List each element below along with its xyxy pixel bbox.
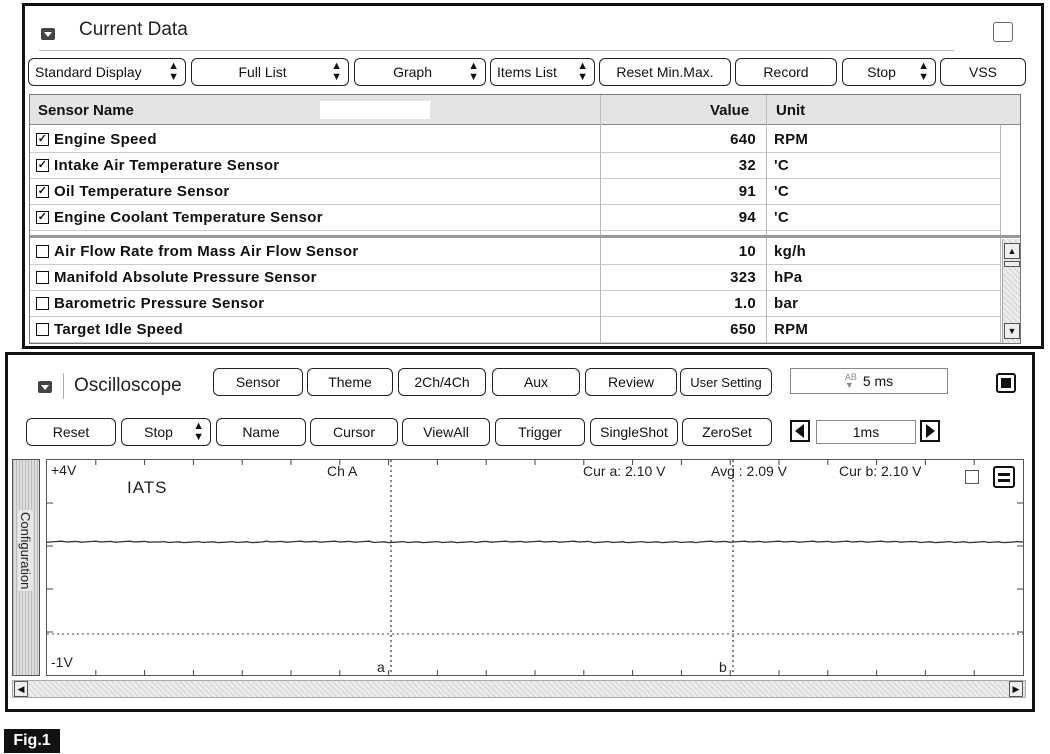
- cursor-b-marker[interactable]: b: [719, 659, 727, 675]
- updown-icon: ▲ ▼: [468, 60, 479, 83]
- osc-stop-select[interactable]: [121, 418, 211, 446]
- row-checkbox[interactable]: ✓: [37, 159, 48, 171]
- graph-label: Graph: [393, 64, 433, 80]
- table-header: [30, 95, 1020, 125]
- average-readout: Avg : 2.09 V: [711, 463, 788, 479]
- row-checkbox[interactable]: [36, 271, 49, 284]
- horizontal-scrollbar[interactable]: [12, 680, 1026, 698]
- sensor-name: Barometric Pressure Sensor: [54, 295, 265, 312]
- trigger-button[interactable]: [495, 418, 585, 446]
- channel-label: Ch A: [327, 463, 358, 479]
- table-row[interactable]: [30, 205, 1000, 231]
- sensor-unit: hPa: [774, 269, 803, 286]
- row-checkbox[interactable]: ✓: [37, 185, 48, 197]
- step-value: 1ms: [852, 424, 880, 440]
- group-separator: [30, 235, 1020, 238]
- cursor-button[interactable]: [310, 418, 398, 446]
- title-divider: [39, 50, 954, 51]
- stop-label: Stop: [867, 64, 896, 80]
- unit-header: Unit: [776, 102, 806, 119]
- vertical-scrollbar[interactable]: [1002, 239, 1020, 343]
- graph-select[interactable]: [354, 58, 486, 86]
- cursor-a-readout: Cur a: 2.10 V: [583, 463, 666, 479]
- configuration-tab[interactable]: [12, 459, 40, 676]
- zeroset-label: ZeroSet: [702, 424, 752, 440]
- vss-button[interactable]: [940, 58, 1026, 86]
- channel-mode-label: 2Ch/4Ch: [414, 374, 470, 390]
- row-checkbox[interactable]: [36, 297, 49, 310]
- sensor-unit: 'C: [774, 209, 789, 226]
- signal-name: IATS: [127, 478, 168, 497]
- stop-select[interactable]: [842, 58, 936, 86]
- items-list-select[interactable]: [490, 58, 595, 86]
- trigger-label: Trigger: [518, 424, 562, 440]
- standard-display-label: Standard Display: [35, 64, 142, 80]
- updown-icon: ▲ ▼: [168, 60, 179, 83]
- sensor-value: 640: [730, 131, 756, 148]
- oscilloscope-title: Oscilloscope: [74, 375, 182, 396]
- row-checkbox[interactable]: [36, 323, 49, 336]
- cursor-label: Cursor: [332, 424, 375, 440]
- sensor-unit: RPM: [774, 131, 809, 148]
- reset-min-max-button[interactable]: [599, 58, 731, 86]
- menu-icon[interactable]: [993, 466, 1015, 488]
- current-data-panel: [22, 3, 1044, 349]
- sensor-name: Engine Speed: [54, 131, 157, 148]
- items-list-label: Items List: [497, 64, 557, 80]
- sensor-unit: kg/h: [774, 243, 807, 260]
- column-divider: [1000, 125, 1001, 343]
- singleshot-label: SingleShot: [600, 424, 668, 440]
- sensor-table: [29, 94, 1021, 344]
- table-row[interactable]: [30, 291, 1000, 317]
- oscilloscope-panel: [5, 352, 1035, 712]
- sensor-name: Oil Temperature Sensor: [54, 183, 230, 200]
- scroll-down-icon[interactable]: ▼: [1004, 323, 1020, 339]
- configuration-label: Configuration: [18, 512, 33, 590]
- maximize-icon[interactable]: [993, 22, 1013, 42]
- row-checkbox[interactable]: [36, 245, 49, 258]
- y-top-label: +4V: [51, 462, 77, 478]
- signal-trace: [47, 541, 1023, 542]
- sensor-name: Manifold Absolute Pressure Sensor: [54, 269, 317, 286]
- sensor-unit: RPM: [774, 321, 809, 338]
- osc-stop-label: Stop: [144, 424, 173, 440]
- title-separator: [63, 373, 64, 399]
- sensor-name: Air Flow Rate from Mass Air Flow Sensor: [54, 243, 359, 260]
- sensor-value: 94: [738, 209, 756, 226]
- header-blank: [320, 101, 430, 119]
- record-label: Record: [763, 64, 809, 80]
- sensor-value: 32: [738, 157, 756, 174]
- scroll-thumb[interactable]: [1004, 261, 1020, 267]
- table-row[interactable]: [30, 239, 1000, 265]
- theme-label: Theme: [328, 374, 372, 390]
- maximize-icon[interactable]: [996, 373, 1016, 393]
- review-button[interactable]: [585, 368, 677, 396]
- sensor-value: 1.0: [734, 295, 756, 312]
- standard-display-select[interactable]: [28, 58, 186, 86]
- sensor-name: Engine Coolant Temperature Sensor: [54, 209, 323, 226]
- reset-button[interactable]: [26, 418, 116, 446]
- sensor-value: 91: [738, 183, 756, 200]
- table-row[interactable]: [30, 317, 1000, 343]
- sensor-unit: 'C: [774, 157, 789, 174]
- sensor-label: Sensor: [235, 374, 281, 390]
- updown-icon: ▲ ▼: [331, 60, 342, 83]
- time-division-field[interactable]: [790, 368, 948, 394]
- sensor-name-header: Sensor Name: [38, 102, 134, 119]
- collapse-icon[interactable]: [38, 381, 52, 393]
- y-bottom-label: -1V: [51, 654, 73, 670]
- viewall-label: ViewAll: [423, 424, 469, 440]
- value-header: Value: [710, 102, 750, 119]
- aux-button[interactable]: [492, 368, 580, 396]
- zeroset-button[interactable]: [682, 418, 772, 446]
- sensor-value: 650: [730, 321, 756, 338]
- step-right-icon[interactable]: [920, 420, 940, 442]
- sensor-button[interactable]: [213, 368, 303, 396]
- table-row[interactable]: [30, 127, 1000, 153]
- table-row[interactable]: [30, 265, 1000, 291]
- oscilloscope-plot[interactable]: [46, 459, 1024, 676]
- header-divider: [766, 95, 767, 125]
- record-button[interactable]: [735, 58, 837, 86]
- aux-label: Aux: [523, 374, 549, 390]
- name-label: Name: [242, 424, 280, 440]
- row-checkbox[interactable]: ✓: [37, 133, 48, 145]
- scroll-left-icon[interactable]: ◀: [14, 681, 28, 697]
- step-left-icon[interactable]: [790, 420, 810, 442]
- viewall-button[interactable]: [402, 418, 490, 446]
- table-row[interactable]: [30, 153, 1000, 179]
- reset-label: Reset: [52, 424, 90, 440]
- updown-arrows-icon: AB ▼: [844, 372, 857, 390]
- sensor-value: 323: [730, 269, 756, 286]
- updown-icon: ▲ ▼: [577, 60, 588, 83]
- time-division-value: 5 ms: [862, 373, 894, 389]
- step-value-field[interactable]: [816, 420, 916, 444]
- plot-canvas: [47, 460, 1023, 675]
- current-data-title: Current Data: [79, 19, 188, 40]
- channel-checkbox[interactable]: [965, 470, 979, 484]
- singleshot-button[interactable]: [590, 418, 678, 446]
- updown-icon: ▲ ▼: [918, 60, 929, 83]
- full-list-select[interactable]: [191, 58, 349, 86]
- sensor-value: 10: [738, 243, 756, 260]
- cursor-b-readout: Cur b: 2.10 V: [839, 463, 922, 479]
- user-setting-label: User Setting: [690, 374, 762, 390]
- sensor-name: Target Idle Speed: [54, 321, 184, 338]
- cursor-a-marker[interactable]: a: [377, 659, 385, 675]
- theme-button[interactable]: [307, 368, 393, 396]
- scroll-up-icon[interactable]: ▲: [1004, 243, 1020, 259]
- figure-label: Fig.1: [4, 729, 60, 753]
- scroll-right-icon[interactable]: ▶: [1009, 681, 1023, 697]
- name-button[interactable]: [216, 418, 306, 446]
- review-label: Review: [608, 374, 654, 390]
- channel-mode-button[interactable]: [398, 368, 486, 396]
- sensor-unit: bar: [774, 295, 799, 312]
- full-list-label: Full List: [238, 64, 287, 80]
- user-setting-button[interactable]: [680, 368, 772, 396]
- reset-min-max-label: Reset Min.Max.: [616, 64, 714, 80]
- row-checkbox[interactable]: ✓: [37, 211, 48, 223]
- collapse-icon[interactable]: [41, 28, 55, 40]
- table-row[interactable]: [30, 179, 1000, 205]
- column-divider: [766, 125, 767, 343]
- sensor-unit: 'C: [774, 183, 789, 200]
- column-divider: [600, 125, 601, 343]
- updown-icon: ▲ ▼: [193, 420, 204, 443]
- header-divider: [600, 95, 601, 125]
- sensor-name: Intake Air Temperature Sensor: [54, 157, 280, 174]
- vss-label: VSS: [968, 64, 997, 80]
